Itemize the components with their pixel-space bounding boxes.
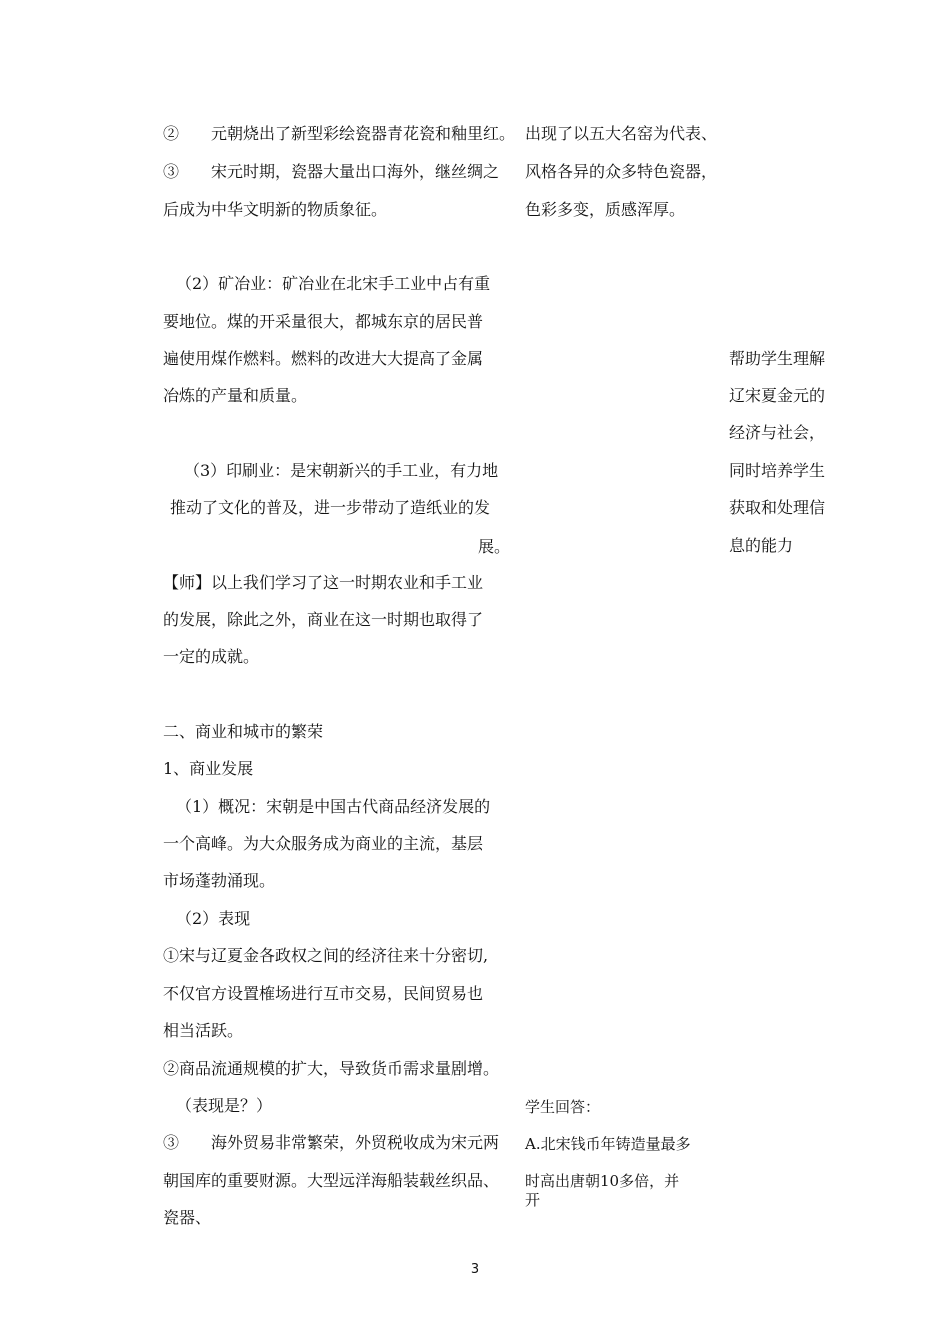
text-line: A.北宋钱币年铸造量最多 <box>525 1135 691 1153</box>
text-line: 获取和处理信 <box>729 498 826 517</box>
text-line: （2）表现 <box>176 909 251 928</box>
text-line: 息的能力 <box>729 536 794 555</box>
text-line: 一个高峰。为大众服务成为商业的主流，基层 <box>163 834 484 853</box>
text-line: 同时培养学生 <box>729 461 826 480</box>
text-line: 辽宋夏金元的 <box>729 386 826 405</box>
text-line: 色彩多变，质感浑厚。 <box>525 200 686 219</box>
text-line: （3）印刷业：是宋朝新兴的手工业，有力地 <box>184 461 499 480</box>
text-line: 后成为中华文明新的物质象征。 <box>163 200 388 219</box>
text-line: 学生回答： <box>525 1098 601 1116</box>
text-line: ③ 海外贸易非常繁荣，外贸税收成为宋元两 <box>163 1133 500 1152</box>
text-line: ② 元朝烧出了新型彩绘瓷器青花瓷和釉里红。 <box>163 124 516 143</box>
text-line: 时高出唐朝10多倍，并 <box>525 1172 680 1190</box>
text-line: 不仅官方设置榷场进行互市交易，民间贸易也 <box>163 984 484 1003</box>
text-line: ③ 宋元时期，瓷器大量出口海外，继丝绸之 <box>163 162 500 181</box>
page-number: 3 <box>470 1262 480 1277</box>
text-line: ②商品流通规模的扩大，导致货币需求量剧增。 <box>163 1059 500 1078</box>
text-line: （2）矿冶业：矿冶业在北宋手工业中占有重 <box>176 274 491 293</box>
text-line: 遍使用煤作燃料。燃料的改进大大提高了金属 <box>163 349 484 368</box>
text-line: （1）概况：宋朝是中国古代商品经济发展的 <box>176 797 491 816</box>
text-line: 出现了以五大名窑为代表、 <box>525 124 718 143</box>
text-line: 市场蓬勃涌现。 <box>163 871 276 890</box>
text-line: 开 <box>525 1191 541 1209</box>
text-line: 展。 <box>478 537 511 556</box>
section-heading: 二、商业和城市的繁荣 <box>163 722 324 741</box>
text-line: （表现是？） <box>176 1096 273 1115</box>
text-line: 冶炼的产量和质量。 <box>163 386 308 405</box>
text-line: 风格各异的众多特色瓷器， <box>525 162 718 181</box>
text-line: 瓷器、 <box>163 1208 212 1227</box>
text-line: ①宋与辽夏金各政权之间的经济往来十分密切, <box>163 946 489 965</box>
text-line: 推动了文化的普及，进一步带动了造纸业的发 <box>170 498 491 517</box>
text-line: 【师】以上我们学习了这一时期农业和手工业 <box>163 573 484 592</box>
subsection-heading: 1、商业发展 <box>163 759 254 778</box>
text-line: 朝国库的重要财源。大型远洋海船装载丝织品、 <box>163 1171 500 1190</box>
text-line: 一定的成就。 <box>163 647 260 666</box>
text-line: 的发展，除此之外，商业在这一时期也取得了 <box>163 610 484 629</box>
text-line: 经济与社会， <box>729 423 826 442</box>
text-line: 要地位。煤的开采量很大，都城东京的居民普 <box>163 312 484 331</box>
text-line: 帮助学生理解 <box>729 349 826 368</box>
text-line: 相当活跃。 <box>163 1021 244 1040</box>
